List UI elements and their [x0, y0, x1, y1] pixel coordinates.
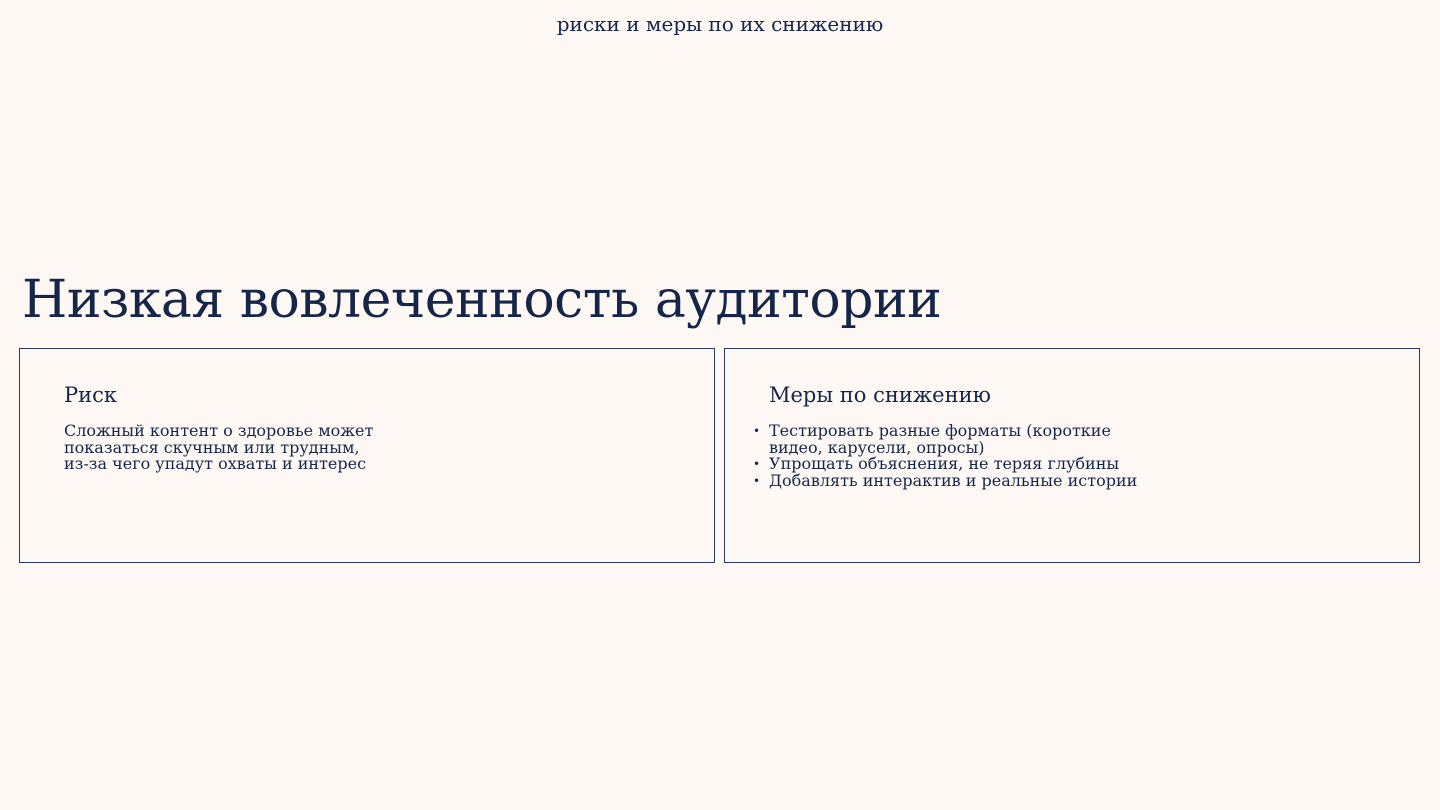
risk-description: Сложный контент о здоровье может показаться скучным или трудным, из-за чего упадут охваты и интерес [64, 421, 374, 473]
measure-text: Тестировать разные форматы (короткие видео, карусели, опросы) [769, 421, 1111, 457]
list-item [753, 421, 1149, 457]
risk-heading: Риск [64, 383, 118, 407]
risk-panel [19, 348, 715, 563]
bullet-icon: • [753, 424, 761, 438]
measures-panel [724, 348, 1420, 563]
measure-text: Добавлять интерактив и реальные истории [769, 470, 1138, 490]
slide-title: Низкая вовлеченность аудитории [22, 270, 942, 330]
bullet-icon: • [753, 473, 761, 488]
measures-heading: Меры по снижению [769, 383, 991, 407]
measure-text: Упрощать объяснения, не теряя глубины [769, 454, 1120, 473]
measures-list [753, 421, 1149, 490]
bullet-icon: • [753, 457, 761, 471]
list-item [753, 470, 1149, 490]
slide-caption: риски и меры по их снижению [556, 12, 884, 36]
